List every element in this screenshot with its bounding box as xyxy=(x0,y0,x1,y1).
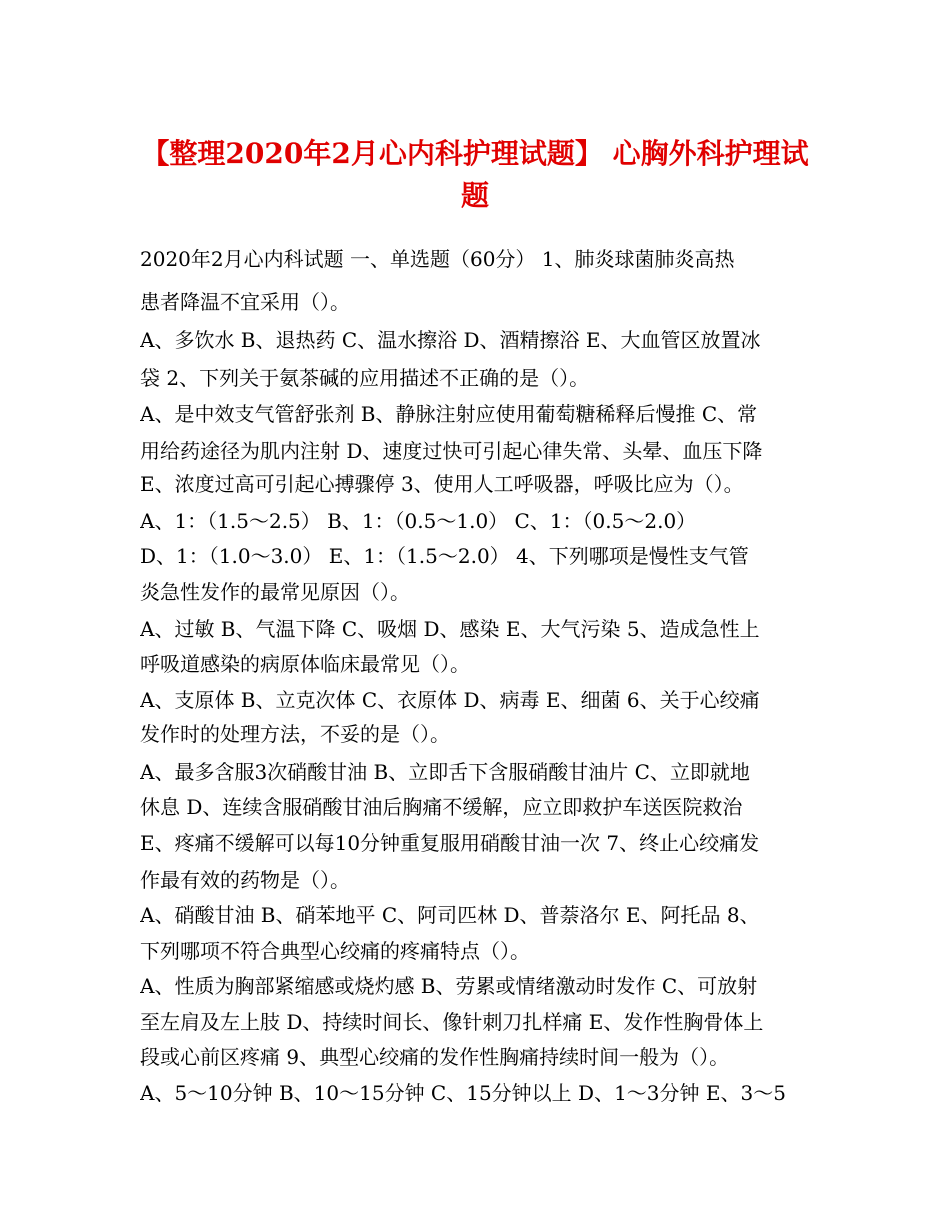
body-line: 袋 2、下列关于氨茶碱的应用描述不正确的是（）。 xyxy=(140,366,590,390)
body-line: 段或心前区疼痛 9、典型心绞痛的发作性胸痛持续时间一般为（）。 xyxy=(140,1045,730,1069)
body-line: A、多饮水 B、退热药 C、温水擦浴 D、酒精擦浴 E、大血管区放置冰 xyxy=(140,328,761,352)
body-line: 呼吸道感染的病原体临床最常见（）。 xyxy=(140,652,470,676)
body-line: 至左肩及左上肢 D、持续时间长、像针刺刀扎样痛 E、发作性胸骨体上 xyxy=(140,1010,764,1034)
body-line: A、是中效支气管舒张剂 B、静脉注射应使用葡萄糖稀释后慢推 C、常 xyxy=(140,402,758,426)
body-line: 2020年2月心内科试题 一、单选题（60分） 1、肺炎球菌肺炎高热 xyxy=(140,247,735,271)
body-line: D、1：（1.0～3.0） E、1：（1.5～2.0） 4、下列哪项是慢性支气管 xyxy=(140,544,749,568)
document-title-line-2: 题 xyxy=(460,179,489,212)
body-line: 作最有效的药物是（）。 xyxy=(140,868,350,892)
body-line: A、过敏 B、气温下降 C、吸烟 D、感染 E、大气污染 5、造成急性上 xyxy=(140,617,760,641)
body-line: E、疼痛不缓解可以每10分钟重复服用硝酸甘油一次 7、终止心绞痛发 xyxy=(140,831,760,855)
body-line: A、性质为胸部紧缩感或烧灼感 B、劳累或情绪激动时发作 C、可放射 xyxy=(140,974,758,998)
body-line: 用给药途径为肌内注射 D、速度过快可引起心律失常、头晕、血压下降 xyxy=(140,439,763,463)
body-line: 下列哪项不符合典型心绞痛的疼痛特点（）。 xyxy=(140,939,530,963)
body-line: 患者降温不宜采用（）。 xyxy=(140,290,350,314)
body-line: E、浓度过高可引起心搏骤停 3、使用人工呼吸器，呼吸比应为（）。 xyxy=(140,472,744,496)
body-line: A、1：（1.5～2.5） B、1：（0.5～1.0） C、1：（0.5～2.0） xyxy=(140,509,697,533)
body-line: A、5～10分钟 B、10～15分钟 C、15分钟以上 D、1～3分钟 E、3～5 xyxy=(140,1081,786,1105)
body-line: 发作时的处理方法，不妥的是（）。 xyxy=(140,722,450,746)
document-title-line-1: 【整理2020年2月心内科护理试题】 心胸外科护理试 xyxy=(141,137,809,170)
body-line: A、硝酸甘油 B、硝苯地平 C、阿司匹林 D、普萘洛尔 E、阿托品 8、 xyxy=(140,903,760,927)
body-line: 炎急性发作的最常见原因（）。 xyxy=(140,580,410,604)
body-line: A、最多含服3次硝酸甘油 B、立即舌下含服硝酸甘油片 C、立即就地 xyxy=(140,760,750,784)
body-line: A、支原体 B、立克次体 C、衣原体 D、病毒 E、细菌 6、关于心绞痛 xyxy=(140,688,760,712)
body-line: 休息 D、连续含服硝酸甘油后胸痛不缓解，应立即救护车送医院救治 xyxy=(140,795,743,819)
